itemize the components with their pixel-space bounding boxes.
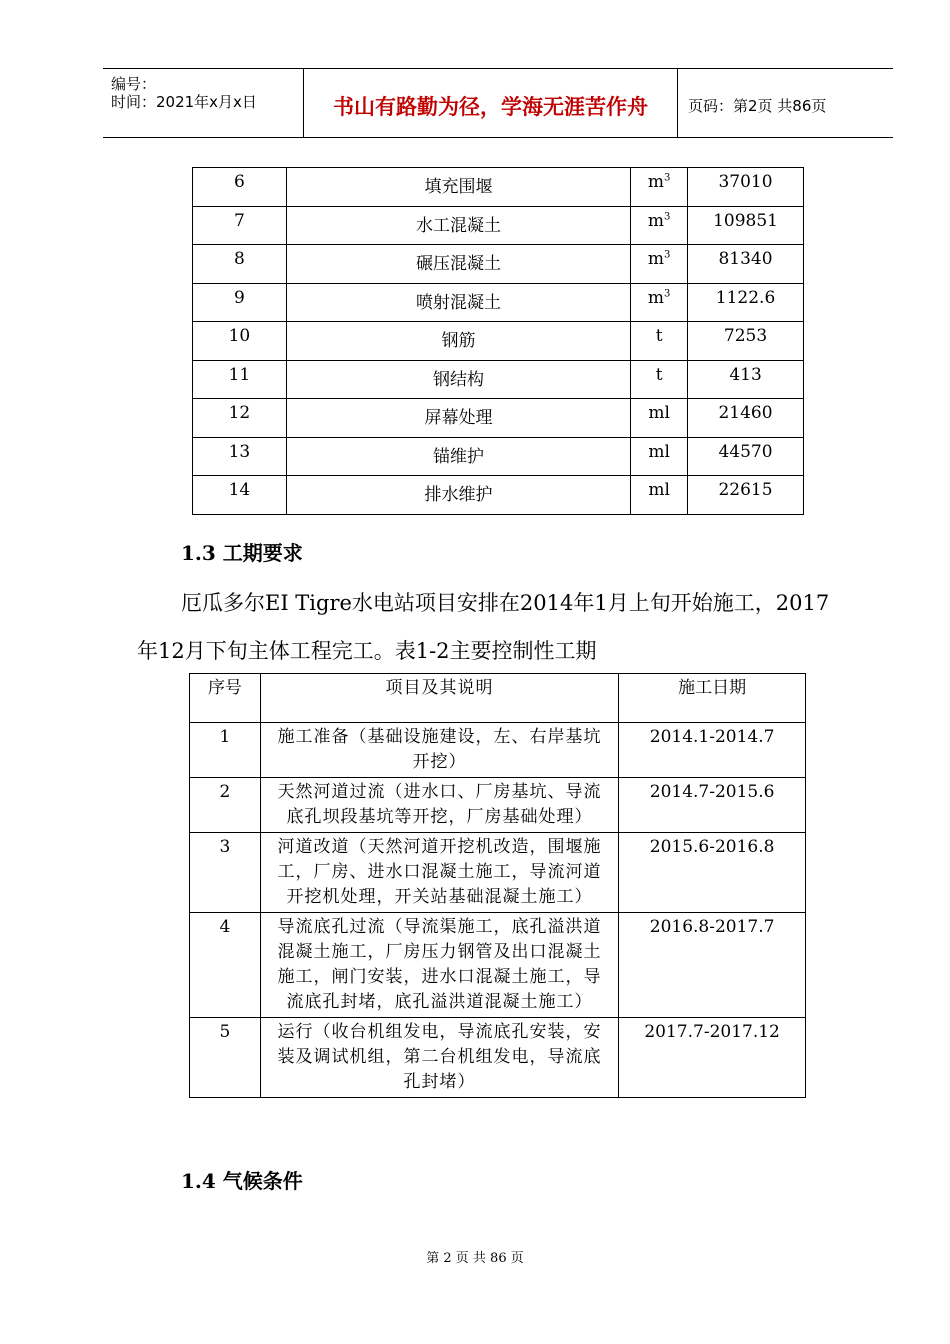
item-name-text: 屏幕处理 [424, 408, 493, 428]
row-description: 河道改道（天然河道开挖机改造，围堰施工，厂房、进水口混凝土施工，导流河道开挖机处理，开关站基础混凝土施工） [260, 833, 618, 913]
table-row [190, 778, 806, 833]
row-number [193, 360, 287, 399]
item-quantity-text: 21460 [718, 403, 773, 423]
item-unit [631, 322, 688, 361]
row-date: 2016.8-2017.7 [619, 913, 806, 1018]
item-unit [631, 168, 688, 207]
number-label: 编号： [111, 75, 157, 93]
row-number: 3 [190, 833, 261, 913]
row-number-text: 8 [234, 249, 245, 269]
row-number [193, 437, 287, 476]
item-unit [631, 399, 688, 438]
row-number: 4 [190, 913, 261, 1018]
item-name-text: 排水维护 [424, 485, 493, 505]
schedule-table [189, 673, 806, 1098]
unit-superscript: 3 [663, 287, 671, 299]
item-quantity [688, 476, 804, 515]
item-quantity [688, 322, 804, 361]
item-unit-text: t [655, 364, 663, 385]
item-name [286, 437, 630, 476]
row-number-text: 9 [234, 287, 245, 308]
item-unit [631, 476, 688, 515]
header-motto: 书山有路勤为径，学海无涯苦作舟 [333, 95, 648, 119]
header-date: 施工日期 [619, 674, 806, 723]
row-number-text: 6 [234, 172, 245, 192]
item-unit [631, 437, 688, 476]
schedule-header-row [190, 674, 806, 723]
item-name-text: 填充围堰 [424, 177, 493, 197]
item-quantity-text: 109851 [713, 210, 778, 231]
table-row [193, 360, 804, 399]
item-unit-text: ml [648, 403, 670, 423]
item-quantity-text: 1122.6 [715, 287, 776, 308]
item-quantity-text: 413 [729, 364, 762, 385]
item-unit-text: t [655, 326, 663, 346]
row-number-text: 14 [228, 480, 251, 500]
row-number [193, 168, 287, 207]
item-name-text: 碾压混凝土 [416, 254, 501, 274]
table-row [190, 913, 806, 1018]
header-motto-cell [304, 69, 678, 137]
table-row [190, 1018, 806, 1098]
item-name [286, 360, 630, 399]
page-header [103, 68, 893, 138]
row-number [193, 399, 287, 438]
row-number-text: 7 [234, 210, 245, 231]
row-number-text: 12 [228, 403, 251, 423]
item-name [286, 245, 630, 284]
table-row [193, 437, 804, 476]
row-number [193, 206, 287, 245]
item-quantity [688, 168, 804, 207]
header-desc: 项目及其说明 [260, 674, 618, 723]
unit-superscript: 3 [663, 210, 671, 222]
row-date: 2015.6-2016.8 [619, 833, 806, 913]
item-quantity [688, 245, 804, 284]
item-name [286, 399, 630, 438]
item-unit [631, 206, 688, 245]
item-quantity [688, 399, 804, 438]
item-unit-text: ml [648, 441, 670, 462]
row-number [193, 283, 287, 322]
table-row [193, 399, 804, 438]
table-row [193, 206, 804, 245]
header-page-label: 页码：第2页 共86页 [688, 97, 827, 115]
page-footer: 第 2 页 共 86 页 [426, 1251, 524, 1266]
item-quantity-text: 44570 [718, 441, 773, 462]
item-name-text: 水工混凝土 [416, 215, 501, 236]
item-unit-text: m [647, 287, 664, 308]
item-name-text: 喷射混凝土 [416, 292, 501, 313]
unit-superscript: 3 [663, 249, 671, 261]
item-quantity [688, 206, 804, 245]
row-description: 天然河道过流（进水口、厂房基坑、导流底孔坝段基坑等开挖，厂房基础处理） [260, 778, 618, 833]
row-number-text: 13 [228, 441, 251, 462]
item-quantity [688, 360, 804, 399]
item-quantity-text: 7253 [723, 326, 768, 346]
item-unit-text: m [647, 172, 664, 192]
item-unit [631, 283, 688, 322]
row-number-text: 10 [228, 326, 251, 346]
item-unit-text: m [647, 249, 664, 269]
row-number: 2 [190, 778, 261, 833]
row-number [193, 476, 287, 515]
section-title-1-4: 1.4 气候条件 [181, 1169, 303, 1193]
section-title-1-3: 1.3 工期要求 [181, 541, 303, 565]
quantity-table [192, 167, 804, 515]
item-unit [631, 360, 688, 399]
item-unit-text: m [647, 210, 664, 231]
row-date: 2017.7-2017.12 [619, 1018, 806, 1098]
row-date: 2014.7-2015.6 [619, 778, 806, 833]
table-row [193, 245, 804, 284]
item-name [286, 322, 630, 361]
paragraph-line-1: 厄瓜多尔EI Tigre水电站项目安排在2014年1月上旬开始施工，2017 [181, 591, 830, 615]
item-quantity [688, 437, 804, 476]
header-no: 序号 [190, 674, 261, 723]
item-quantity-text: 22615 [718, 480, 773, 500]
item-unit [631, 245, 688, 284]
table-row [193, 476, 804, 515]
item-name [286, 168, 630, 207]
row-number: 1 [190, 723, 261, 778]
row-number [193, 245, 287, 284]
item-name [286, 283, 630, 322]
item-unit-text: ml [648, 480, 670, 500]
header-meta [103, 69, 304, 137]
row-description: 导流底孔过流（导流渠施工，底孔溢洪道混凝土施工，厂房压力钢管及出口混凝土施工，闸门安装，进水口混凝土施工，导流底孔封堵，底孔溢洪道混凝土施工） [260, 913, 618, 1018]
row-description: 运行（收台机组发电，导流底孔安装，安装及调试机组，第二台机组发电，导流底孔封堵） [260, 1018, 618, 1098]
item-name-text: 钢结构 [433, 369, 484, 390]
table-row [193, 283, 804, 322]
table-row [193, 322, 804, 361]
row-number-text: 11 [228, 364, 251, 385]
unit-superscript: 3 [663, 172, 671, 184]
table-row [190, 723, 806, 778]
table-row [193, 168, 804, 207]
item-name [286, 206, 630, 245]
table-row [190, 833, 806, 913]
row-number: 5 [190, 1018, 261, 1098]
time-label: 时间：2021年x月x日 [111, 93, 257, 111]
item-quantity [688, 283, 804, 322]
item-quantity-text: 37010 [718, 172, 773, 192]
row-description: 施工准备（基础设施建设，左、右岸基坑开挖） [260, 723, 618, 778]
item-name [286, 476, 630, 515]
item-name-text: 锚维护 [433, 446, 484, 467]
item-name-text: 钢筋 [441, 331, 476, 351]
paragraph-line-2: 年12月下旬主体工程完工。表1-2主要控制性工期 [137, 639, 597, 663]
header-page-cell [678, 69, 893, 137]
item-quantity-text: 81340 [718, 249, 773, 269]
row-date: 2014.1-2014.7 [619, 723, 806, 778]
row-number [193, 322, 287, 361]
